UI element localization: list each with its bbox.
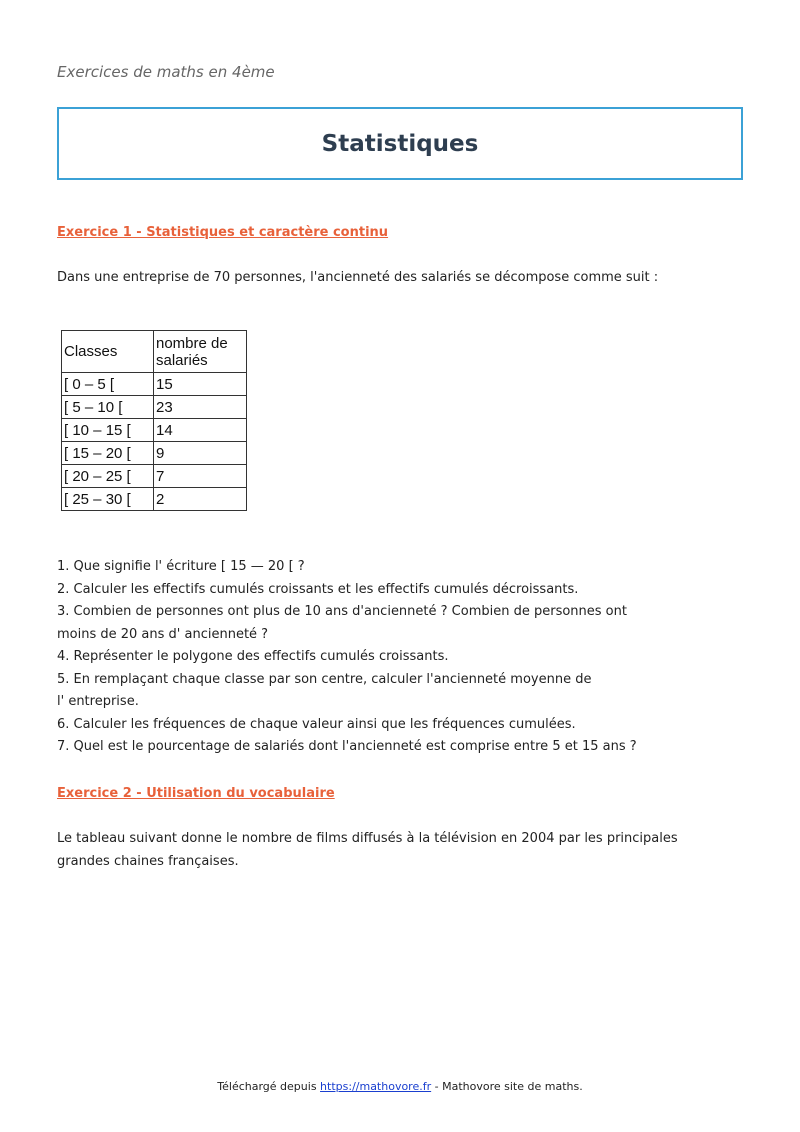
- exercise-1-intro: Dans une entreprise de 70 personnes, l'ancienneté des salariés se décompose comme suit :: [57, 270, 659, 285]
- exercise-1-heading: Exercice 1 - Statistiques et caractère continu: [57, 225, 389, 240]
- question-line: 5. En remplaçant chaque classe par son centre, calculer l'ancienneté moyenne de: [57, 671, 592, 687]
- table-cell-count: 23: [154, 396, 247, 419]
- question-line: 3. Combien de personnes ont plus de 10 ans d'ancienneté ? Combien de personnes ont: [57, 604, 627, 619]
- table-row: [62, 396, 247, 419]
- question-line: 4. Représenter le polygone des effectifs cumulés croissants.: [57, 649, 449, 664]
- question-line: 6. Calculer les fréquences de chaque valeur ainsi que les fréquences cumulées.: [57, 716, 576, 732]
- table-row: [62, 442, 247, 465]
- table-cell-class: [ 15 – 20 [: [62, 442, 154, 465]
- table-cell-class: [ 10 – 15 [: [62, 419, 154, 442]
- question-line: 7. Quel est le pourcentage de salariés dont l'ancienneté est comprise entre 5 et 15 ans ?: [57, 739, 637, 754]
- question-line: moins de 20 ans d' ancienneté ?: [57, 626, 269, 642]
- exercise-2-heading: Exercice 2 - Utilisation du vocabulaire: [57, 786, 335, 801]
- footer-suffix: - Mathovore site de maths.: [431, 1080, 583, 1093]
- question-line: 2. Calculer les effectifs cumulés croissants et les effectifs cumulés décroissants.: [57, 581, 579, 597]
- table-row: [62, 419, 247, 442]
- table-header-cell: nombre de salariés: [154, 331, 247, 373]
- footer-prefix: Téléchargé depuis: [217, 1080, 321, 1093]
- question-line: l' entreprise.: [57, 694, 139, 709]
- table-cell-count: 2: [154, 488, 247, 511]
- title-box: [57, 107, 743, 180]
- footer-link[interactable]: https://mathovore.fr: [320, 1080, 432, 1093]
- table-header-cell: Classes: [62, 331, 154, 373]
- table-row: [62, 465, 247, 488]
- table-cell-count: 7: [154, 465, 247, 488]
- table-cell-class: [ 0 – 5 [: [62, 373, 154, 396]
- table-cell-count: 14: [154, 419, 247, 442]
- paragraph-line: Le tableau suivant donne le nombre de films diffusés à la télévision en 2004 par les principales: [57, 831, 678, 846]
- page-subtitle: Exercices de maths en 4ème: [57, 63, 275, 81]
- table-cell-class: [ 5 – 10 [: [62, 396, 154, 419]
- question-line: 1. Que signifie l' écriture [ 15 — 20 [ ?: [57, 559, 305, 574]
- page-title: Statistiques: [321, 130, 479, 157]
- exercise-1-questions: [57, 556, 747, 759]
- seniority-table: [61, 330, 247, 511]
- exercise-2-intro: [57, 828, 747, 873]
- table-row: [62, 373, 247, 396]
- table-row: [62, 488, 247, 511]
- table-header-row: [62, 331, 247, 373]
- table-cell-class: [ 25 – 30 [: [62, 488, 154, 511]
- table-cell-count: 9: [154, 442, 247, 465]
- paragraph-line: grandes chaines françaises.: [57, 853, 239, 869]
- page-footer: [0, 1080, 800, 1093]
- table-cell-class: [ 20 – 25 [: [62, 465, 154, 488]
- table-cell-count: 15: [154, 373, 247, 396]
